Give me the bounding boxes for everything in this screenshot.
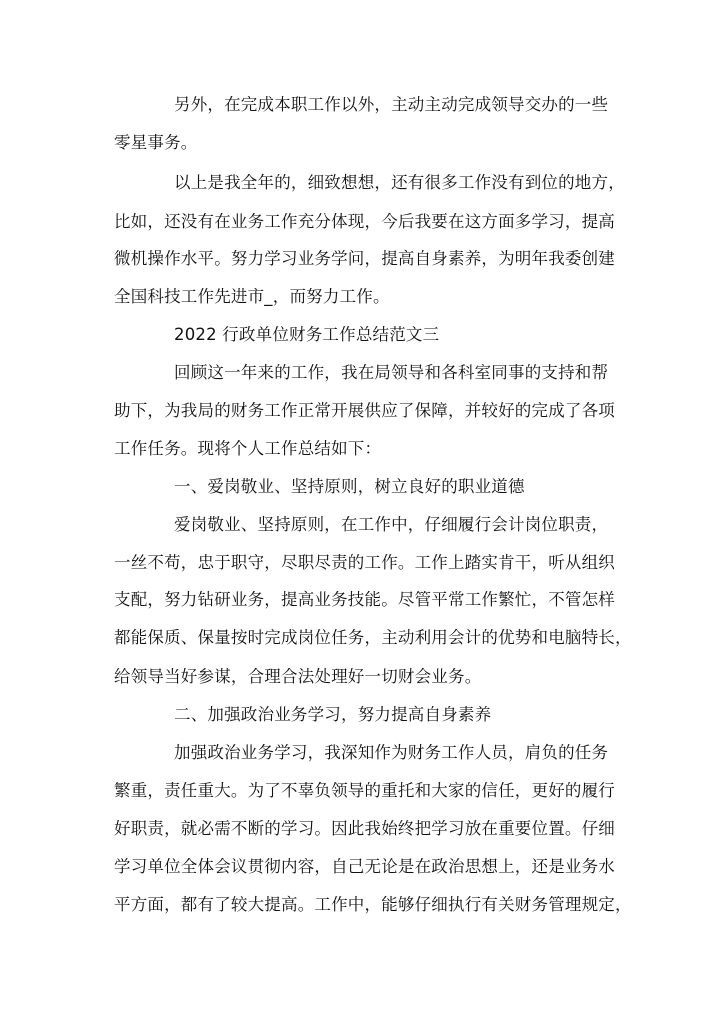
- paragraph-line: 全国科技工作先进市_，而努力工作。: [114, 287, 390, 306]
- paragraph-line: 工作任务。现将个人工作总结如下：: [114, 439, 382, 458]
- paragraph-line: 给领导当好参谋，合理合法处理好一切财会业务。: [114, 667, 482, 686]
- paragraph-line: 一丝不苟，忠于职守，尽职尽责的工作。工作上踏实肯干，听从组织: [114, 553, 615, 572]
- paragraph-line: 以上是我全年的，细致想想，还有很多工作没有到位的地方，: [174, 173, 625, 192]
- paragraph-line: 微机操作水平。努力学习业务学问，提高自身素养，为明年我委创建: [114, 249, 615, 268]
- paragraph-line: 爱岗敬业、坚持原则，在工作中，仔细履行会计岗位职责，: [174, 515, 609, 534]
- section-heading: 一、爱岗敬业、坚持原则，树立良好的职业道德: [174, 477, 525, 496]
- paragraph-line: 繁重，责任重大。为了不辜负领导的重托和大家的信任，更好的履行: [114, 781, 615, 800]
- paragraph-line: 好职责，就必需不断的学习。因此我始终把学习放在重要位置。仔细: [114, 819, 615, 838]
- paragraph-line: 平方面，都有了较大提高。工作中，能够仔细执行有关财务管理规定，: [114, 895, 632, 914]
- paragraph-line: 加强政治业务学习，我深知作为财务工作人员，肩负的任务: [174, 743, 609, 762]
- section-heading: 二、加强政治业务学习，努力提高自身素养: [174, 705, 492, 724]
- paragraph-line: 都能保质、保量按时完成岗位任务，主动利用会计的优势和电脑特长，: [114, 628, 632, 647]
- section-title: 2022 行政单位财务工作总结范文三: [174, 325, 440, 344]
- paragraph-line: 学习单位全体会议贯彻内容，自己无论是在政治思想上，还是业务水: [114, 857, 615, 876]
- paragraph-line: 零星事务。: [114, 133, 198, 152]
- paragraph-line: 助下，为我局的财务工作正常开展供应了保障，并较好的完成了各项: [114, 401, 615, 420]
- paragraph-line: 支配，努力钻研业务，提高业务技能。尽管平常工作繁忙，不管怎样: [114, 590, 615, 609]
- paragraph-line: 另外，在完成本职工作以外，主动主动完成领导交办的一些: [174, 95, 609, 114]
- paragraph-line: 比如，还没有在业务工作充分体现，今后我要在这方面多学习，提高: [114, 212, 615, 231]
- paragraph-line: 回顾这一年来的工作，我在局领导和各科室同事的支持和帮: [174, 363, 609, 382]
